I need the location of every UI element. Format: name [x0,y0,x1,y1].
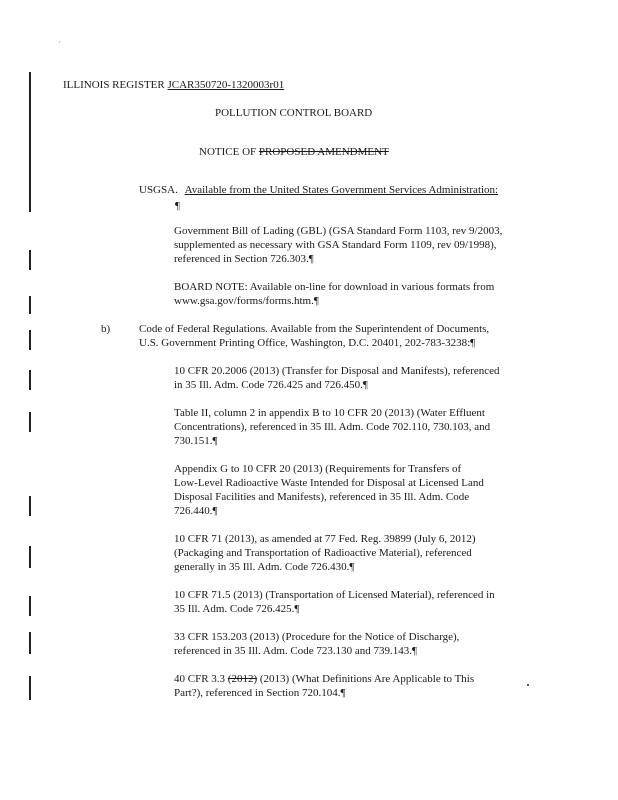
item-line: U.S. Government Printing Office, Washington, D.C. 20401, 202-783-3238:¶ [139,337,476,349]
item-line: 10 CFR 20.2006 (2013) (Transfer for Disposal and Manifests), referenced [174,365,500,377]
item-40cfr-3-3 [174,672,554,700]
scan-speck: · [58,38,61,47]
paragraph-mark: ¶ [362,379,368,391]
item-10cfr-20-2006 [174,364,554,392]
paragraph-mark: ¶ [212,505,218,517]
item-line: referenced in 35 Ill. Adm. Code 723.130 and 739.143.¶ [174,645,417,657]
struck-year: (2012) [227,673,258,685]
item-line: Code of Federal Regulations. Available from the Superintendent of Documents, [139,323,490,335]
item-line: 726.440.¶ [174,505,218,517]
item-table-ii [174,406,554,448]
revision-bar [29,412,31,432]
item-10cfr-71 [174,532,554,574]
revision-bar [29,546,31,568]
paragraph-mark: ¶ [411,645,417,657]
item-line: supplemented as necessary with GSA Standard Form 1109, rev 09/1998), [174,239,497,251]
revision-bar [29,72,31,212]
item-appendix-g [174,462,554,518]
paragraph-mark: ¶ [349,561,355,573]
register-code: JCAR350720-1320003r01 [167,79,285,91]
item-label: USGSA. [139,184,178,196]
paragraph-mark: ¶ [340,687,346,699]
item-line: Concentrations), referenced in 35 Ill. Adm. Code 702.110, 730.103, and [174,421,491,433]
item-line: 10 CFR 71.5 (2013) (Transportation of Licensed Material), referenced in [174,589,495,601]
paragraph-mark: ¶ [470,337,476,349]
item-line: Low-Level Radioactive Waste Intended for Disposal at Licensed Land [174,477,484,489]
revision-bar [29,330,31,350]
item-line: 10 CFR 71 (2013), as amended at 77 Fed. Reg. 39899 (July 6, 2012) [174,533,476,545]
revision-bar [29,632,31,654]
scan-dot [527,684,529,686]
item-33cfr-153-203 [174,630,554,658]
revision-bar [29,370,31,390]
paragraph-mark: ¶ [313,295,319,307]
revision-bar [29,596,31,616]
item-line: Government Bill of Lading (GBL) (GSA Standard Form 1103, rev 9/2003, [174,225,503,237]
item-line: referenced in Section 726.303.¶ [174,253,314,265]
item-line: 33 CFR 153.203 (2013) (Procedure for the Notice of Discharge), [174,631,460,643]
item-line: Appendix G to 10 CFR 20 (2013) (Requirements for Transfers of [174,463,462,475]
revision-bar [29,250,31,270]
board-title: POLLUTION CONTROL BOARD [215,107,373,119]
paragraph-mark: ¶ [175,200,180,212]
revision-bar [29,496,31,516]
item-line: www.gsa.gov/forms/forms.htm.¶ [174,295,319,307]
register-label: ILLINOIS REGISTER [63,79,165,91]
item-line: 40 CFR 3.3 (2012) (2013) (What Definitions Are Applicable to This [174,673,475,685]
item-line: BOARD NOTE: Available on-line for download in various formats from [174,281,495,293]
notice-title [199,145,389,159]
notice-prefix: NOTICE OF [199,146,259,158]
item-line: (Packaging and Transportation of Radioactive Material), referenced [174,547,472,559]
paragraph-mark: ¶ [294,603,300,615]
paragraph-mark: ¶ [308,253,314,265]
item-cfr [139,322,559,350]
item-line: Table II, column 2 in appendix B to 10 CFR 20 (2013) (Water Effluent [174,407,485,419]
item-line: Part?), referenced in Section 720.104.¶ [174,687,346,699]
item-line: 35 Ill. Adm. Code 726.425.¶ [174,603,300,615]
item-line: generally in 35 Ill. Adm. Code 726.430.¶ [174,561,355,573]
item-line: 730.151.¶ [174,435,218,447]
item-text: Available from the United States Government Services Administration: [184,184,499,196]
item-usgsa [139,183,498,197]
item-line: Disposal Facilities and Manifests), referenced in 35 Ill. Adm. Code [174,491,470,503]
notice-struck: PROPOSED AMENDMENT [258,146,389,158]
item-10cfr-71-5 [174,588,554,616]
paragraph-mark: ¶ [212,435,218,447]
item-gbl [174,224,554,266]
register-header [63,78,284,92]
item-label-b: b) [101,323,111,335]
item-line: in 35 Ill. Adm. Code 726.425 and 726.450.¶ [174,379,368,391]
revision-bar [29,676,31,700]
item-board-note [174,280,554,308]
revision-bar [29,296,31,314]
